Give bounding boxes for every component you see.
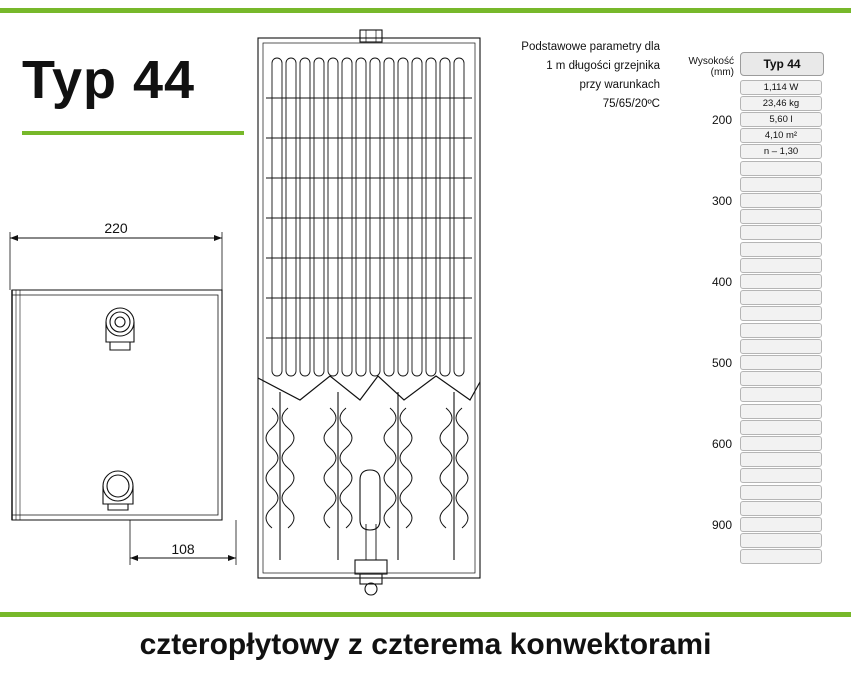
value-cell-group bbox=[740, 323, 822, 402]
bottom-accent-rule bbox=[0, 612, 851, 617]
value-cell[interactable] bbox=[740, 501, 822, 516]
value-cell[interactable]: n – 1,30 bbox=[740, 144, 822, 159]
value-cell[interactable] bbox=[740, 209, 822, 224]
value-cell[interactable] bbox=[740, 387, 822, 402]
title-block bbox=[22, 40, 247, 135]
parameters-line-2: 1 m długości grzejnika bbox=[546, 60, 660, 72]
value-cell[interactable]: 4,10 m² bbox=[740, 128, 822, 143]
value-cell-group bbox=[740, 485, 822, 564]
height-column-header: Wysokość (mm) bbox=[688, 56, 734, 78]
value-cell[interactable] bbox=[740, 355, 822, 370]
title-underline bbox=[22, 131, 244, 135]
parameters-line-4: 75/65/20ºC bbox=[602, 98, 660, 110]
value-cell[interactable]: 1,114 W bbox=[740, 80, 822, 95]
parameters-line-1: Podstawowe parametry dla bbox=[521, 41, 660, 53]
value-cell[interactable] bbox=[740, 290, 822, 305]
value-cell[interactable] bbox=[740, 161, 822, 176]
value-cell-group bbox=[740, 161, 822, 240]
side-view-drawing bbox=[10, 232, 236, 565]
table-row bbox=[672, 161, 837, 240]
value-cell[interactable] bbox=[740, 193, 822, 208]
spec-table bbox=[672, 52, 837, 566]
value-cell[interactable] bbox=[740, 436, 822, 451]
table-row bbox=[672, 404, 837, 483]
value-cell[interactable] bbox=[740, 177, 822, 192]
height-value: 900 bbox=[711, 517, 732, 532]
height-value: 400 bbox=[711, 274, 732, 289]
height-value: 200 bbox=[711, 112, 732, 127]
table-row bbox=[672, 80, 837, 159]
value-cell[interactable] bbox=[740, 274, 822, 289]
table-row bbox=[672, 485, 837, 564]
value-cell[interactable] bbox=[740, 371, 822, 386]
parameters-note bbox=[490, 38, 660, 114]
value-cell[interactable] bbox=[740, 306, 822, 321]
value-cell[interactable] bbox=[740, 533, 822, 548]
value-cell[interactable] bbox=[740, 517, 822, 532]
value-cell[interactable] bbox=[740, 404, 822, 419]
height-value: 500 bbox=[711, 355, 732, 370]
value-cell-group bbox=[740, 80, 822, 159]
value-cell[interactable] bbox=[740, 258, 822, 273]
value-cell[interactable] bbox=[740, 468, 822, 483]
table-header-row bbox=[672, 52, 837, 78]
value-cell[interactable] bbox=[740, 339, 822, 354]
value-cell[interactable] bbox=[740, 420, 822, 435]
value-cell[interactable] bbox=[740, 485, 822, 500]
dim-width-label: 220 bbox=[104, 220, 128, 236]
page-title: Typ 44 bbox=[22, 50, 196, 110]
top-accent-rule bbox=[0, 8, 851, 13]
value-cell[interactable] bbox=[740, 452, 822, 467]
value-cell[interactable] bbox=[740, 323, 822, 338]
height-value: 600 bbox=[711, 436, 732, 451]
dim-depth-label: 108 bbox=[171, 541, 195, 557]
page-caption: czteropłytowy z czterema konwektorami bbox=[139, 628, 712, 661]
table-body bbox=[672, 80, 837, 564]
value-cell[interactable]: 23,46 kg bbox=[740, 96, 822, 111]
value-cell[interactable] bbox=[740, 225, 822, 240]
type-column-header[interactable]: Typ 44 bbox=[740, 52, 824, 76]
value-cell-group bbox=[740, 404, 822, 483]
table-row bbox=[672, 323, 837, 402]
height-value: 300 bbox=[711, 193, 732, 208]
parameters-line-3: przy warunkach bbox=[579, 79, 660, 91]
value-cell-group bbox=[740, 242, 822, 321]
value-cell[interactable]: 5,60 l bbox=[740, 112, 822, 127]
table-row bbox=[672, 242, 837, 321]
front-view-drawing bbox=[258, 30, 480, 595]
value-cell[interactable] bbox=[740, 242, 822, 257]
value-cell[interactable] bbox=[740, 549, 822, 564]
